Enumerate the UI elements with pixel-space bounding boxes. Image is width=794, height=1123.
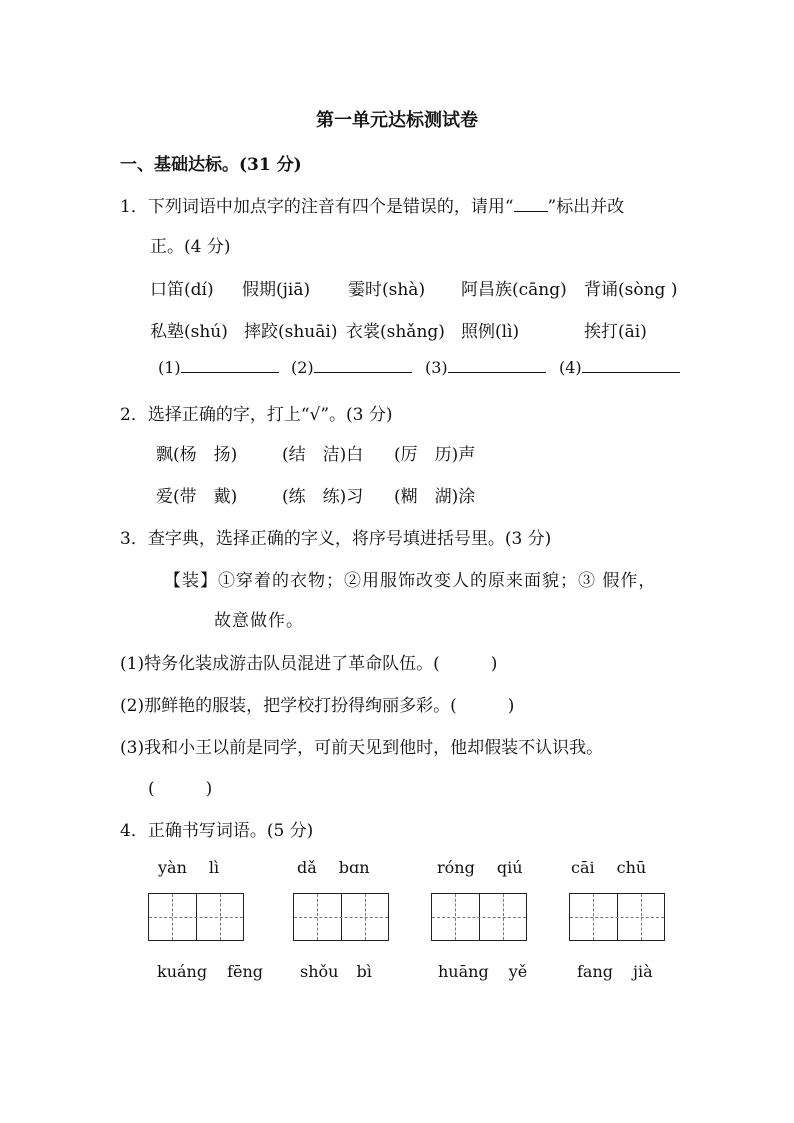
sentence-1: (1)特务化装成游击队员混进了革命队伍。( ) (120, 654, 498, 674)
pinyin-7 (438, 962, 527, 981)
pinyin-syllable: fēng (227, 962, 264, 981)
section-heading: 一、基础达标。(31 分) (120, 155, 302, 175)
writing-grid[interactable] (293, 893, 389, 941)
question-3 (120, 524, 551, 549)
answer-blank[interactable] (514, 211, 548, 212)
choice-item[interactable]: 飘(杨 扬) (156, 445, 238, 465)
sentence-3: (3)我和小王以前是同学，可前天见到他时，他却假装不认识我。 (120, 738, 604, 758)
pinyin-syllable: fang (577, 962, 614, 981)
word-item: 私塾(shú) (150, 322, 228, 342)
word-item: 照例(lì) (461, 322, 520, 342)
pinyin-syllable: cāi (571, 858, 595, 877)
question-text-cont: ”标出并改 (547, 197, 625, 217)
pinyin-6 (300, 962, 372, 981)
word-item: 摔跤(shuāi) (244, 322, 338, 342)
pinyin-5 (157, 962, 263, 981)
pinyin-syllable: qiú (496, 858, 523, 877)
question-text-line2: 正。(4 分) (150, 237, 231, 257)
choice-item[interactable]: (结 洁)白 (282, 445, 364, 465)
word-item: 衣裳(shǎng) (346, 322, 445, 342)
pinyin-8 (577, 962, 653, 981)
pinyin-syllable: jià (633, 962, 653, 981)
question-text: 查字典，选择正确的字义，将序号填进括号里。(3 分) (147, 529, 552, 549)
pinyin-syllable: yàn (158, 858, 187, 877)
choice-item[interactable]: 爱(带 戴) (156, 487, 238, 507)
definition-line-2: 故意做作。 (214, 611, 304, 631)
pinyin-syllable: lì (208, 858, 220, 877)
definition-line-1: 【装】①穿着的衣物；②用服饰改变人的原来面貌；③ 假作， (164, 571, 657, 591)
question-number: 4． (120, 821, 148, 841)
word-item: 口笛(dí) (150, 280, 214, 300)
pinyin-syllable: bì (356, 962, 372, 981)
pinyin-2 (297, 858, 370, 877)
writing-grid[interactable] (569, 893, 665, 941)
question-4 (120, 816, 313, 841)
question-number: 2． (120, 405, 148, 425)
pinyin-4 (571, 858, 646, 877)
word-item: 霎时(shà) (348, 280, 426, 300)
question-number: 3． (120, 529, 148, 549)
writing-grid[interactable] (431, 893, 527, 941)
question-2 (120, 400, 393, 425)
choice-item[interactable]: (糊 湖)涂 (394, 487, 476, 507)
choice-item[interactable]: (练 练)习 (282, 487, 364, 507)
pinyin-syllable: chū (616, 858, 647, 877)
pinyin-syllable: shǒu (300, 962, 339, 981)
question-number: 1． (120, 197, 148, 217)
sentence-3-answer[interactable]: ( ) (148, 779, 213, 799)
page-title: 第一单元达标测试卷 (316, 110, 478, 131)
question-1 (120, 192, 624, 217)
pinyin-syllable: kuáng (157, 962, 208, 981)
answer-blank-3[interactable] (448, 372, 546, 373)
pinyin-syllable: bɑn (338, 858, 370, 877)
pinyin-3 (437, 858, 523, 877)
question-text: 选择正确的字，打上“√”。(3 分) (147, 405, 393, 425)
pinyin-syllable: huāng (438, 962, 489, 981)
blank-label: (3) (425, 358, 448, 377)
word-item: 阿昌族(cāng) (461, 280, 567, 300)
sentence-2: (2)那鲜艳的服装，把学校打扮得绚丽多彩。( ) (120, 696, 515, 716)
pinyin-syllable: dǎ (297, 858, 317, 877)
pinyin-1 (158, 858, 219, 877)
answer-blank-4[interactable] (582, 372, 680, 373)
question-text: 正确书写词语。(5 分) (147, 821, 314, 841)
question-text: 下列词语中加点字的注音有四个是错误的，请用“ (147, 197, 514, 217)
pinyin-syllable: róng (437, 858, 475, 877)
word-item: 假期(jiā) (242, 280, 311, 300)
choice-item[interactable]: (厉 历)声 (394, 445, 476, 465)
blank-label: (4) (559, 358, 582, 377)
answer-blank-2[interactable] (314, 372, 412, 373)
answer-blank-1[interactable] (181, 372, 279, 373)
writing-grid[interactable] (148, 893, 244, 941)
blank-label: (2) (291, 358, 314, 377)
word-item: 挨打(āi) (584, 322, 647, 342)
pinyin-syllable: yě (508, 962, 528, 981)
word-item: 背诵(sòng ) (584, 280, 678, 300)
blank-label: (1) (158, 358, 181, 377)
